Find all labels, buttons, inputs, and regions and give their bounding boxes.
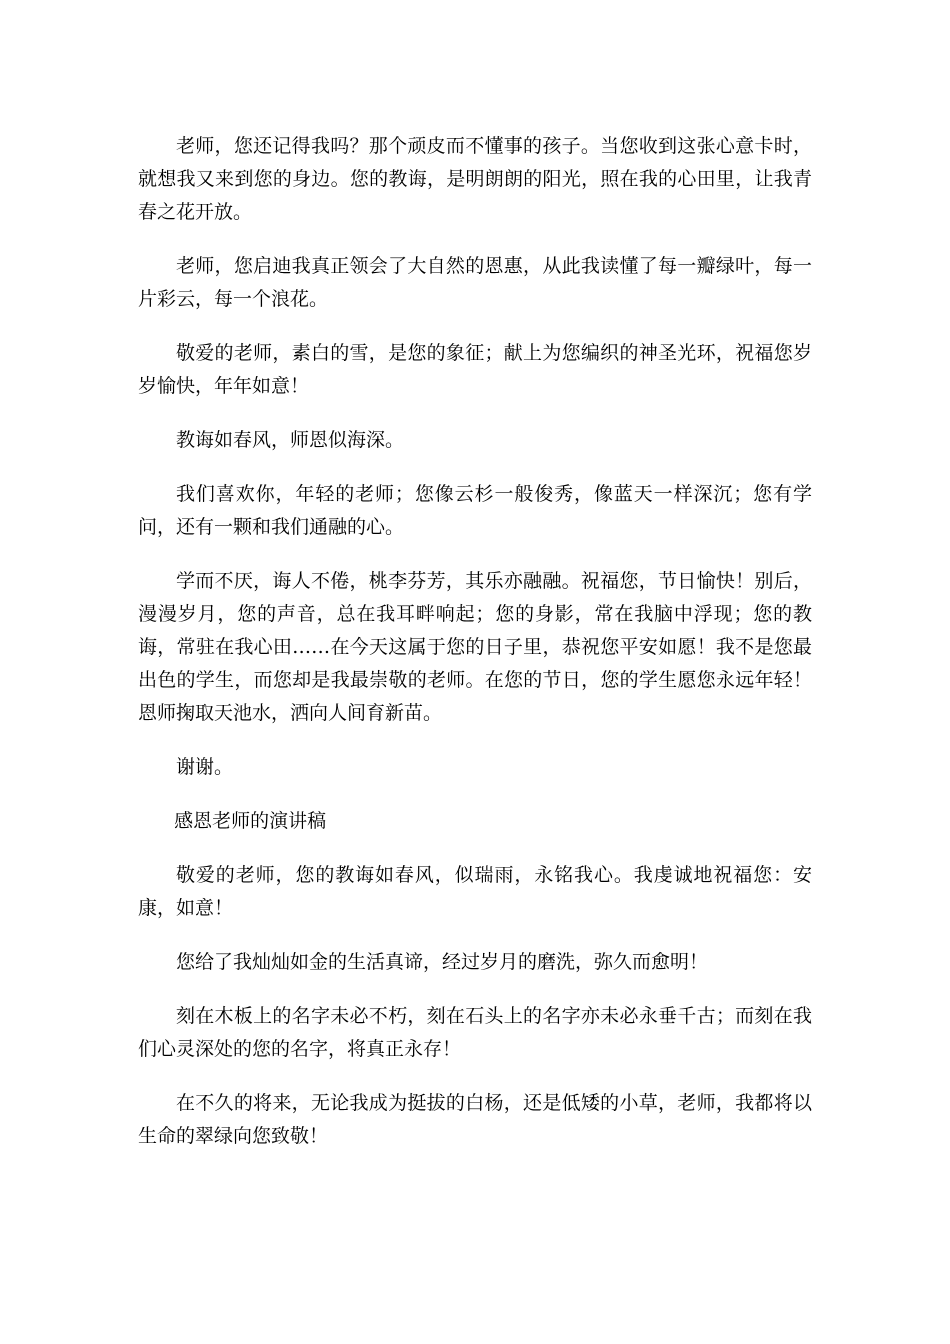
paragraph: 敬爱的老师，素白的雪，是您的象征；献上为您编织的神圣光环，祝福您岁岁愉快，年年如意！ — [138, 342, 812, 397]
section-title: 感恩老师的演讲稿 — [174, 810, 327, 832]
paragraph: 刻在木板上的名字未必不朽，刻在石头上的名字亦未必永垂千古；而刻在我们心灵深处的您的名字，将真正永存！ — [138, 1005, 812, 1060]
paragraph: 老师，您启迪我真正领会了大自然的恩惠，从此我读懂了每一瓣绿叶，每一片彩云，每一个浪花。 — [138, 255, 812, 310]
paragraph: 敬爱的老师，您的教诲如春风，似瑞雨，永铭我心。我虔诚地祝福您：安康，如意！ — [138, 864, 812, 919]
paragraph: 老师，您还记得我吗？那个顽皮而不懂事的孩子。当您收到这张心意卡时，就想我又来到您的身边。您的教诲，是明朗朗的阳光，照在我的心田里，让我青春之花开放。 — [138, 135, 812, 223]
paragraph: 谢谢。 — [176, 756, 234, 778]
paragraph: 您给了我灿灿如金的生活真谛，经过岁月的磨洗，弥久而愈明！ — [176, 951, 709, 973]
paragraph: 教诲如春风，师恩似海深。 — [176, 429, 405, 451]
paragraph: 学而不厌，诲人不倦，桃李芬芳，其乐亦融融。祝福您，节日愉快！别后，漫漫岁月，您的声音，总在我耳畔响起；您的身影，常在我脑中浮现；您的教诲，常驻在我心田……在今天这属于您的日子里，恭祝您平安如愿！我不是您最出色的学生，而您却是我最崇敬的老师。在您的节日，您的学生愿您永远年轻！恩师掬取天池水，洒向人间育新苗。 — [138, 570, 812, 724]
paragraph: 在不久的将来，无论我成为挺拔的白杨，还是低矮的小草，老师，我都将以生命的翠绿向您致敬！ — [138, 1092, 812, 1147]
paragraph: 我们喜欢你，年轻的老师；您像云杉一般俊秀，像蓝天一样深沉；您有学问，还有一颗和我们通融的心。 — [138, 483, 812, 538]
